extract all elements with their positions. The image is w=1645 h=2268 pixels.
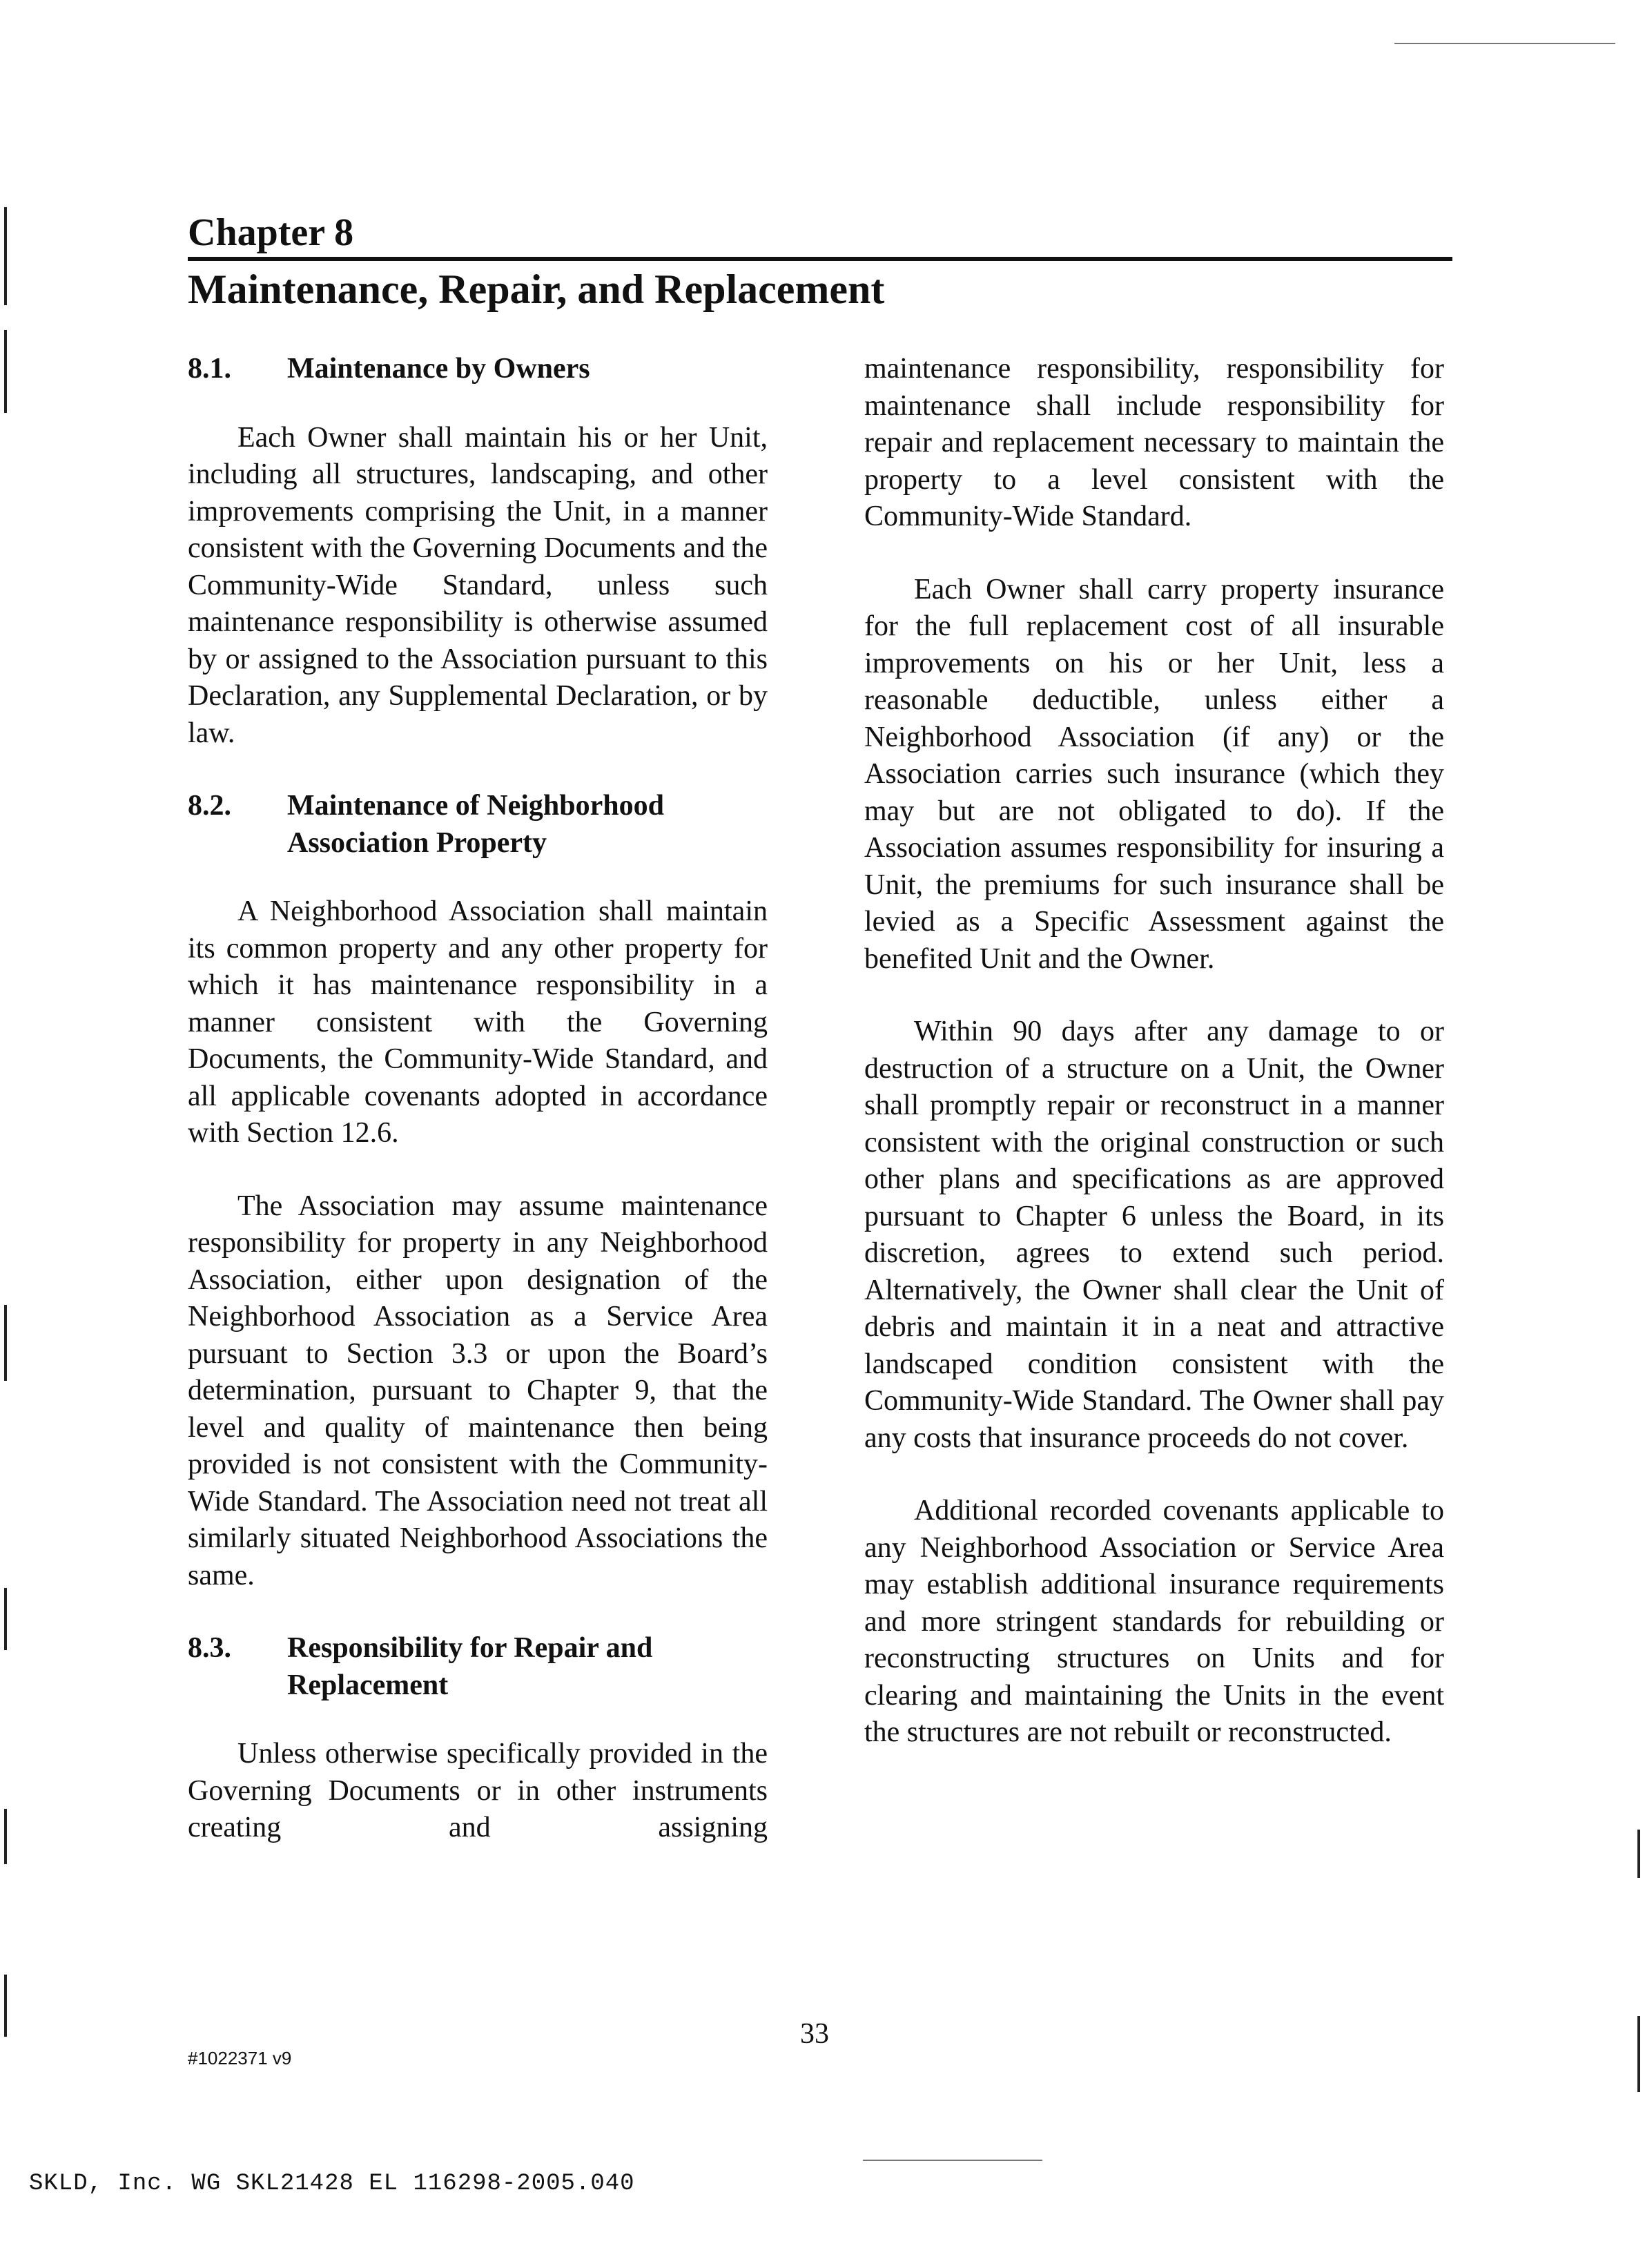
section-title: Maintenance of Neighborhood Association Property xyxy=(287,790,664,859)
scan-dash-mark xyxy=(1394,43,1615,44)
paragraph: Unless otherwise specifically provided in the Governing Documents or in other instruments creating and assigning xyxy=(188,1738,768,1843)
section-heading-8-2 xyxy=(188,788,768,862)
scan-edge-mark xyxy=(4,1588,7,1650)
paragraph: A Neighborhood Association shall maintain its common property and any other property for which it has maintenance responsibility in a manner consistent with the Governing Documents, the Community-Wide Standard, and all applicable covenants adopted in accordance with Section 12.6. xyxy=(188,895,768,1149)
section-heading-8-1 xyxy=(188,351,768,388)
page-number: 33 xyxy=(800,2018,829,2050)
paragraph: Within 90 days after any damage to or destruction of a structure on a Unit, the Owner shall promptly repair or reconstruct in a manner consistent with the original construction or such other plans and specifications as are approved pursuant to Chapter 6 unless the Board, in its discretion, agrees to extend such period. Alternatively, the Owner shall clear the Unit of debris and maintain it in a neat and attractive landscaped condition consistent with the Community-Wide Standard. The Owner shall pay any costs that insurance proceeds do not cover. xyxy=(864,1016,1444,1454)
section-number: 8.2. xyxy=(188,790,231,822)
left-column xyxy=(188,351,768,1847)
scan-dash-mark xyxy=(863,2160,1042,2161)
section-heading-8-3 xyxy=(188,1630,768,1704)
paragraph-continued: maintenance responsibility, responsibility for maintenance shall include responsibility for repair and replacement necessary to maintain the property to a level consistent with the Community-Wide Standard. xyxy=(864,353,1444,532)
paragraph: The Association may assume maintenance responsibility for property in any Neighborhood Association, either upon designation of the Neighborhood Association as a Service Area pursuant to Section 3.3 or upon the Board’s determination, pursuant to Chapter 9, that the level and quality of maintenance then being provided is not consistent with the Community-Wide Standard. The Association need not treat all similarly situated Neighborhood Associations the same. xyxy=(188,1190,768,1591)
right-column xyxy=(864,351,1444,1752)
chapter-heading xyxy=(188,210,1452,315)
chapter-rule xyxy=(188,257,1452,261)
scan-edge-mark xyxy=(1637,1830,1640,1878)
chapter-number: Chapter 8 xyxy=(188,211,354,254)
scan-edge-mark xyxy=(4,1975,7,2037)
chapter-title: Maintenance, Repair, and Replacement xyxy=(188,266,885,312)
scan-edge-mark xyxy=(1637,2016,1640,2092)
paragraph: Additional recorded covenants applicable to any Neighborhood Association or Service Area may establish additional insurance requirements and more stringent standards for rebuilding or reconstructing structures on Units and for clearing and maintaining the Units in the event the structures are not rebuilt or reconstructed. xyxy=(864,1495,1444,1748)
scan-edge-mark xyxy=(4,330,7,413)
section-number: 8.3. xyxy=(188,1632,231,1664)
paragraph: Each Owner shall carry property insurance for the full replacement cost of all insurable improvements on his or her Unit, less a reasonable deductible, unless either a Neighborhood Association (if any) or the Association carries such insurance (which they may but are not obligated to do). If the Association assumes responsibility for insuring a Unit, the premiums for such insurance shall be levied as a Specific Assessment against the benefited Unit and the Owner. xyxy=(864,573,1444,975)
section-title: Responsibility for Repair and Replacement xyxy=(287,1632,653,1701)
section-title: Maintenance by Owners xyxy=(287,353,590,385)
scan-edge-mark xyxy=(4,1809,7,1864)
scan-edge-mark xyxy=(4,1305,7,1381)
scan-edge-mark xyxy=(4,207,7,305)
paragraph: Each Owner shall maintain his or her Unit, including all structures, landscaping, and other improvements comprising the Unit, in a manner consistent with the Governing Documents and the Community-Wide Standard, unless such maintenance responsibility is otherwise assumed by or assigned to the Association pursuant to this Declaration, any Supplemental Declaration, or by law. xyxy=(188,421,768,749)
footer-stamp: SKLD, Inc. WG SKL21428 EL 116298-2005.040 xyxy=(29,2171,635,2197)
section-number: 8.1. xyxy=(188,353,231,385)
document-id: #1022371 v9 xyxy=(188,2048,292,2068)
